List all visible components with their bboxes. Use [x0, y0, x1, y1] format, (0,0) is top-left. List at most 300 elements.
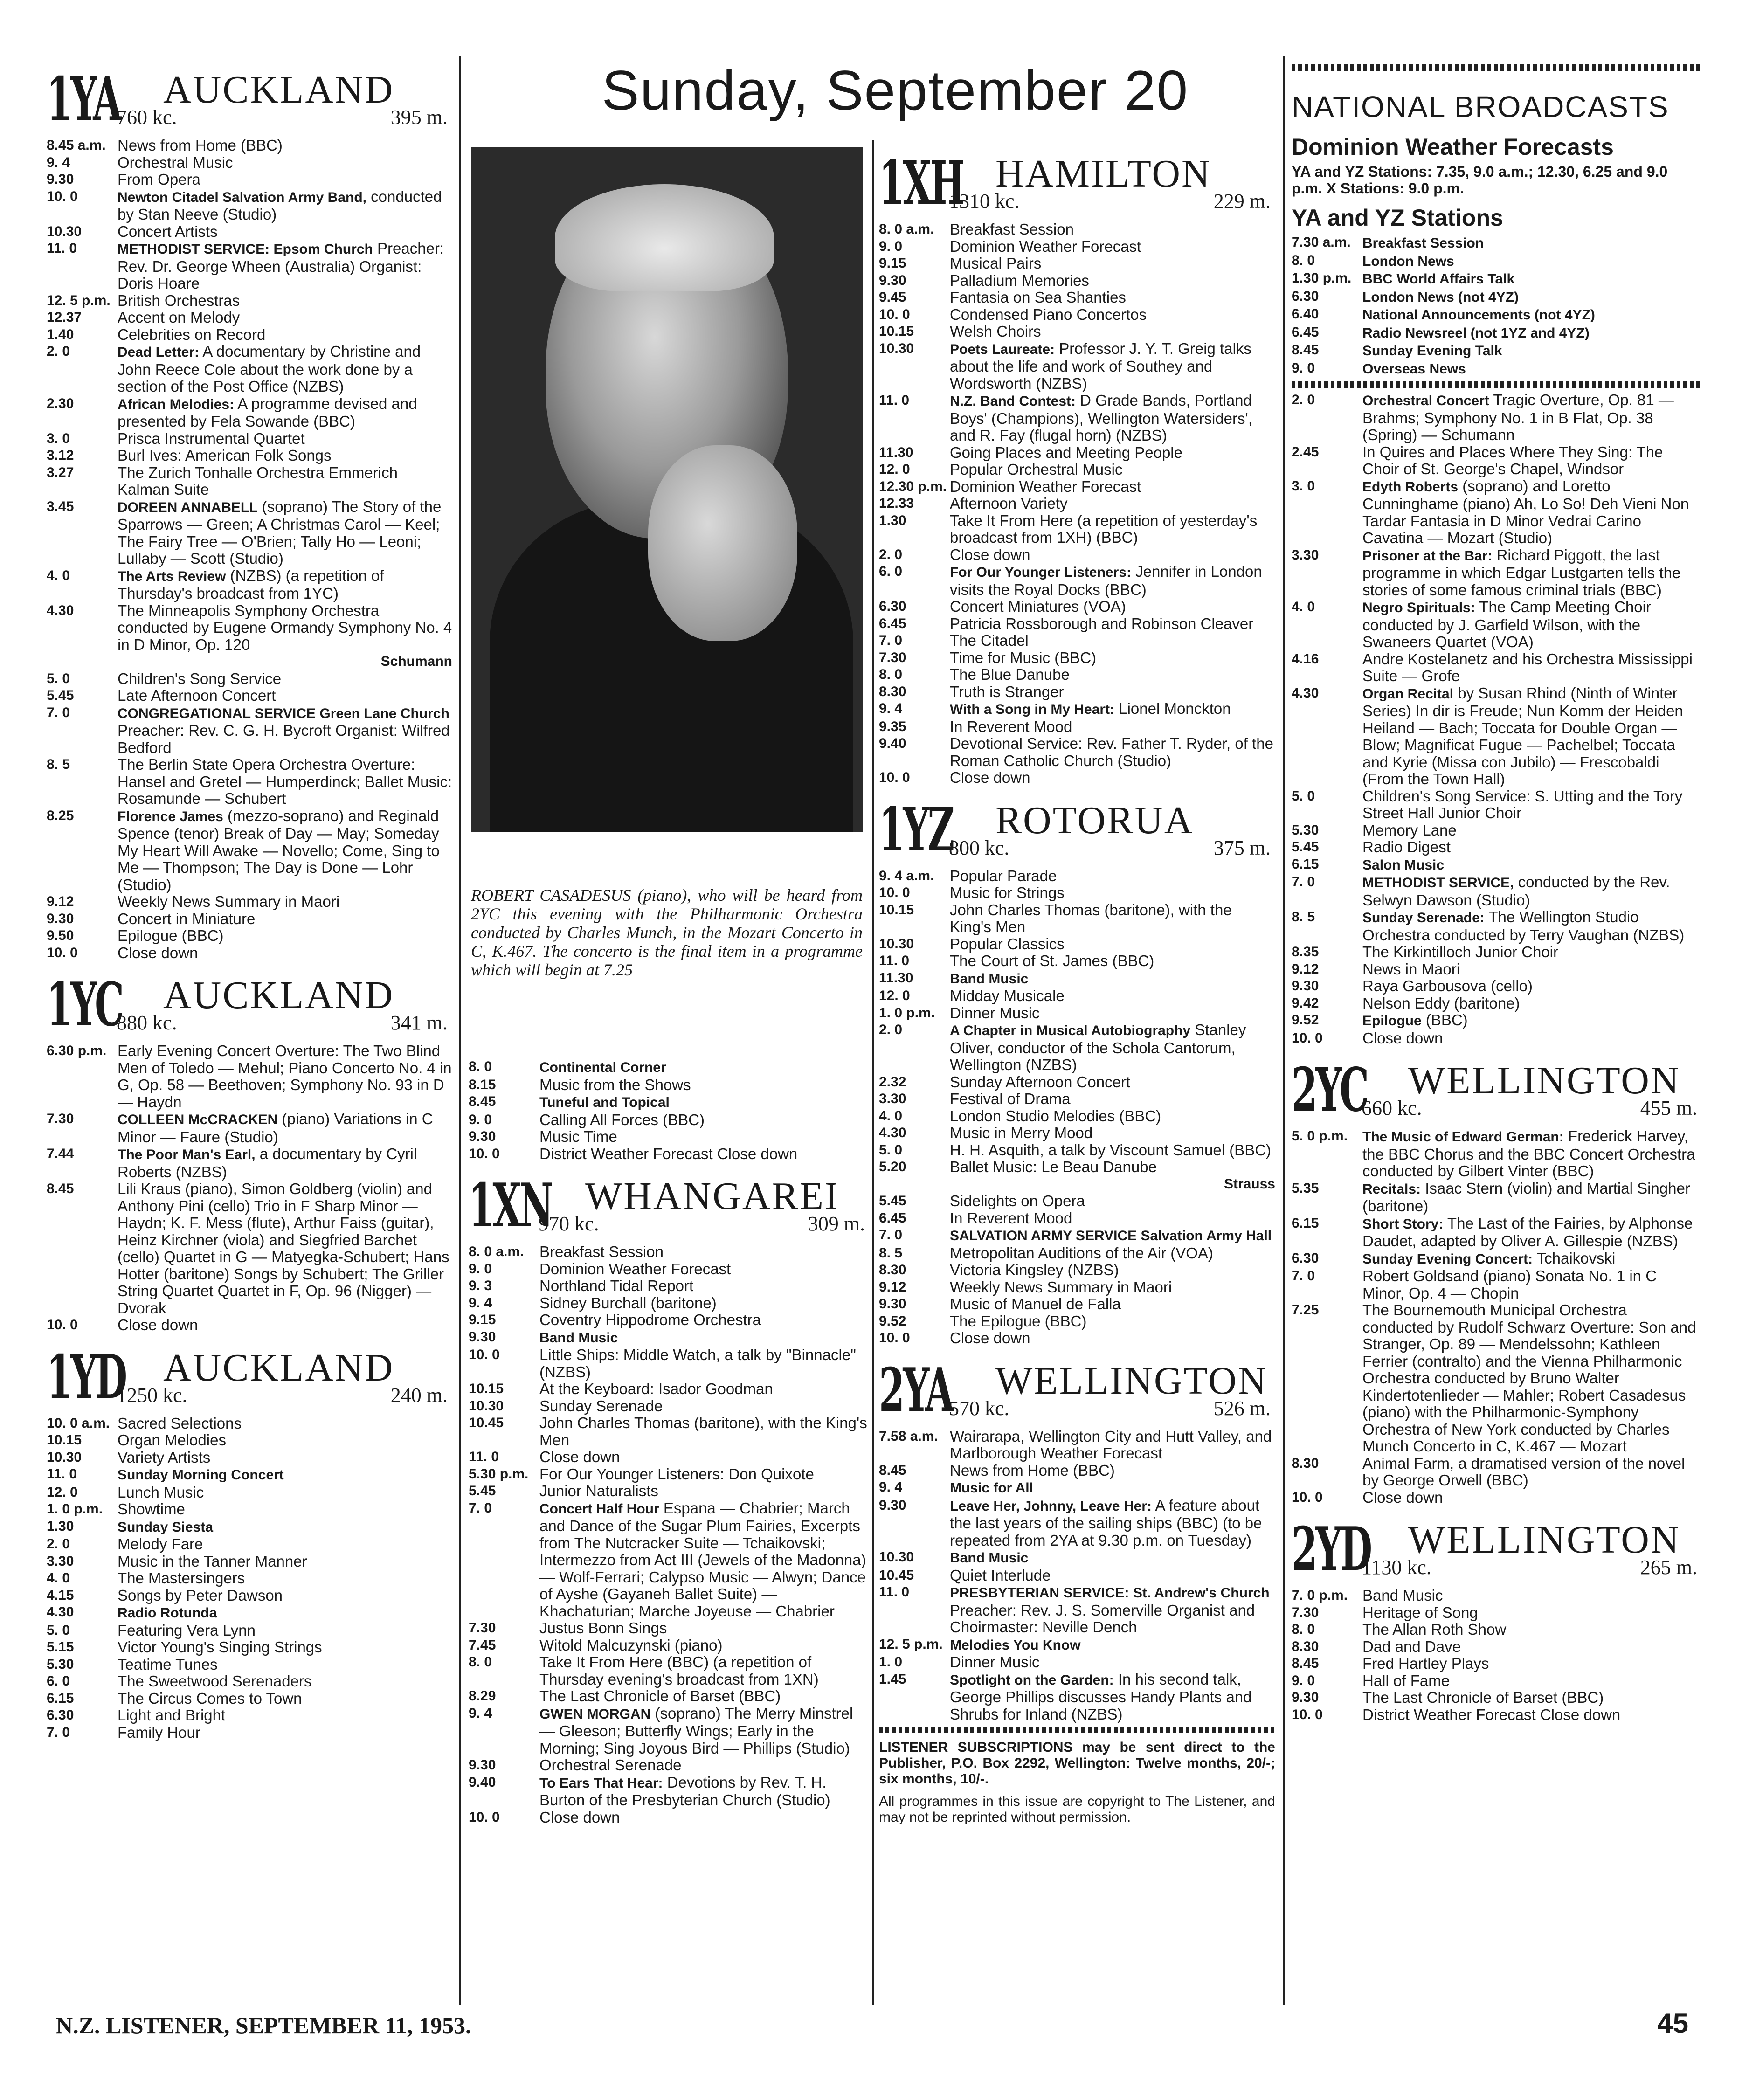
programme-time: 6. 0: [47, 1673, 70, 1689]
weather-forecasts-text: YA and YZ Stations: 7.35, 9.0 a.m.; 12.30, 6.25 and 9.0 p.m. X Stations: 9.0 p.m.: [1292, 163, 1668, 197]
programme-time: 5. 0: [1292, 788, 1315, 804]
programme-description: Weekly News Summary in Maori: [118, 893, 340, 910]
programme-time: 9. 4 a.m.: [879, 868, 934, 884]
programme-time: 6. 0: [879, 564, 903, 579]
programme-description: From Opera: [118, 171, 200, 188]
programme-title: DOREEN ANNABELL: [118, 499, 258, 515]
programme-description: Breakfast Session: [539, 1243, 664, 1260]
programme-description: In Reverent Mood: [950, 1209, 1072, 1227]
programme-entry: [879, 289, 1275, 306]
programme-description: (soprano) The Merry Minstrel — Gleeson; Butterfly Wings; Early in the Morning; Sing Joyous Bird — Phillips (Studio): [539, 1704, 853, 1757]
programme-time: 4. 0: [47, 567, 70, 583]
programme-description: A documentary by Christine and John Reece Cole about the work done by a section of the Post Office (NZBS): [118, 343, 421, 395]
programme-description: (piano) Variations in C Minor — Faure (Studio): [118, 1110, 433, 1146]
programme-description: Robert Goldsand (piano) Sonata No. 1 in C Minor, Op. 4 — Chopin: [1362, 1267, 1657, 1302]
programme-description: Light and Bright: [118, 1706, 226, 1724]
programme-time: 3.30: [47, 1553, 74, 1569]
programme-description: Musical Pairs: [950, 255, 1042, 272]
programme-time: 7.44: [47, 1146, 74, 1161]
station-wavelength: 309 m.: [808, 1212, 865, 1235]
divider: [879, 1727, 1275, 1733]
programme-entry: [47, 602, 452, 670]
station-wavelength: 240 m.: [390, 1383, 448, 1407]
programme-entry: [47, 171, 452, 188]
column-3: [879, 140, 1275, 1825]
programme-entry: [879, 1279, 1275, 1296]
programme-time: 10.45: [469, 1415, 504, 1430]
programme-entry: [1292, 1706, 1702, 1724]
programme-description: Popular Classics: [950, 935, 1065, 953]
station-city: HAMILTON: [995, 152, 1211, 195]
programme-entry: [47, 1449, 452, 1466]
programme-entry: [1292, 1655, 1702, 1672]
programme-entry: [879, 1654, 1275, 1671]
programme-time: 8. 5: [1292, 909, 1315, 925]
programme-entry: [47, 1317, 452, 1334]
programme-entry: [469, 1449, 870, 1466]
programme-time: 2. 0: [879, 1022, 903, 1037]
programme-time: 8.30: [1292, 1455, 1319, 1471]
programme-entry: [469, 1146, 870, 1163]
programme-time: 6.30: [1292, 288, 1319, 304]
programme-time: 5.15: [47, 1639, 74, 1655]
programme-title: Poets Laureate:: [950, 341, 1055, 357]
programme-entry: [47, 1570, 452, 1587]
programme-entry: [469, 1620, 870, 1637]
programme-description: (BBC): [1425, 1011, 1468, 1029]
programme-entry: [47, 395, 452, 430]
programme-time: 9.30: [879, 1497, 906, 1513]
programme-title: Melodies You Know: [950, 1637, 1081, 1653]
programme-entry: [47, 1604, 452, 1622]
programme-time: 7. 0: [879, 1227, 903, 1243]
programme-entry: [1292, 788, 1702, 822]
programme-time: 12.33: [879, 496, 914, 511]
programme-description: Close down: [539, 1448, 620, 1465]
programme-time: 6.30: [879, 599, 906, 614]
programme-time: 9.50: [47, 928, 74, 943]
station-wavelength: 229 m.: [1213, 190, 1271, 213]
station-call-sign: 1YC: [47, 970, 123, 1040]
programme-description: Early Evening Concert Overture: The Two Blind Men of Toledo — Mehul; Piano Concerto No. 4 in G, Op. 58 — Beethoven; Symphony No. 93 in D — Haydn: [118, 1042, 452, 1111]
programme-time: 10. 0: [879, 885, 910, 900]
programme-description: Close down: [1362, 1488, 1443, 1506]
programme-entry: [469, 1637, 870, 1654]
programme-entry: [47, 927, 452, 945]
programme-description: a documentary by Cyril Roberts (NZBS): [118, 1145, 417, 1181]
programme-description: Celebrities on Record: [118, 325, 266, 343]
station-header: [879, 1355, 1275, 1425]
programme-title: COLLEEN McCRACKEN: [118, 1112, 278, 1127]
programme-time: 3. 0: [1292, 478, 1315, 494]
ya-yz-title: YA and YZ Stations: [1292, 205, 1503, 231]
station-call-sign: 1XN: [469, 1171, 552, 1241]
programme-description: Close down: [1362, 1029, 1443, 1047]
programme-description: Breakfast Session: [950, 221, 1074, 238]
programme-entry: [879, 306, 1275, 324]
programme-entry: [47, 1622, 452, 1639]
station-wavelength: 375 m.: [1213, 836, 1271, 859]
programme-time: 1.45: [879, 1671, 906, 1687]
station-header: [469, 1171, 870, 1241]
programme-time: 4.15: [47, 1587, 74, 1603]
programme-time: 11.30: [879, 444, 913, 460]
station-s2yc: [1292, 392, 1702, 1047]
programme-description: Isaac Stern (violin) and Martial Singher (baritone): [1362, 1179, 1690, 1215]
programme-time: 1.30: [47, 1518, 74, 1534]
programme-description: Orchestral Serenade: [539, 1756, 682, 1774]
programme-description: Justus Bonn Sings: [539, 1619, 667, 1637]
programme-entry: [879, 632, 1275, 649]
programme-entry: [879, 598, 1275, 615]
programme-entry: [1292, 1489, 1702, 1506]
programme-time: 2.45: [1292, 444, 1319, 460]
programme-entry: [1292, 342, 1702, 360]
programme-time: 10.30: [879, 936, 914, 952]
programme-description: At the Keyboard: Isador Goodman: [539, 1380, 773, 1397]
programme-entry: [469, 1347, 870, 1381]
programme-time: 12. 0: [879, 988, 910, 1003]
programme-title: Band Music: [950, 971, 1029, 987]
programme-description: Dinner Music: [950, 1653, 1040, 1671]
programme-entry: [47, 1181, 452, 1317]
programme-description: The Bournemouth Municipal Orchestra conducted by Rudolf Schwarz Overture: Son and Stranger, Op. 89 — Mendelssohn; Kathleen Ferrier (contralto) and the Vienna Philharmonic Orchestra conducted by Bruno Walter Kindertotenlieder — Mahler; Robert Casadesus (piano) with the Philharmonic-Symphony Orchestra of New York conducted by Charles Munch Concerto in C, K.467 — Mozart: [1362, 1301, 1696, 1455]
programme-description: Preacher: Rev. Dr. George Wheen (Australia) Organist: Doris Hoare: [118, 240, 444, 292]
programme-entry: [879, 988, 1275, 1005]
programme-entry: [879, 970, 1275, 988]
programme-description: Late Afternoon Concert: [118, 687, 276, 704]
programme-time: 9.12: [1292, 961, 1319, 977]
programme-time: 10.30: [47, 1449, 82, 1465]
programme-title: METHODIST SERVICE,: [1362, 875, 1514, 891]
programme-time: 8.30: [879, 1262, 906, 1278]
programme-time: 7. 0: [879, 633, 903, 648]
programme-time: 9.30: [1292, 1690, 1319, 1705]
programme-entry: [879, 1159, 1275, 1193]
programme-time: 6.15: [1292, 1215, 1319, 1231]
programme-title: Edyth Roberts: [1362, 479, 1459, 495]
programme-entry: [879, 666, 1275, 684]
programme-description: Little Ships: Middle Watch, a talk by "Binnacle" (NZBS): [539, 1346, 856, 1381]
station-wavelength: 341 m.: [390, 1011, 448, 1034]
programme-description: Music from the Shows: [539, 1076, 691, 1093]
programme-time: 7. 0: [469, 1500, 492, 1516]
programme-time: 9.30: [469, 1757, 496, 1773]
programme-time: 8.45: [1292, 342, 1319, 358]
programme-title: Sunday Siesta: [118, 1519, 214, 1535]
programme-entry: [1292, 1128, 1702, 1180]
programme-description: Victoria Kingsley (NZBS): [950, 1261, 1119, 1278]
programme-entry: [1292, 306, 1702, 324]
programme-description: Concert Artists: [118, 222, 218, 240]
station-city: WHANGAREI: [585, 1174, 839, 1218]
programme-description: Time for Music (BBC): [950, 649, 1097, 666]
programme-description: Sacred Selections: [118, 1414, 242, 1432]
programme-description: The Kirkintilloch Junior Choir: [1362, 943, 1558, 960]
programme-composer: Schumann: [380, 654, 452, 669]
programme-time: 1. 0 p.m.: [879, 1005, 935, 1021]
programme-time: 10. 0: [879, 770, 910, 785]
programme-description: Concert Miniatures (VOA): [950, 598, 1126, 615]
programme-entry: [1292, 1302, 1702, 1455]
programme-entry: [879, 1313, 1275, 1330]
programme-title: Continental Corner: [539, 1060, 666, 1075]
programme-description: Metropolitan Auditions of the Air (VOA): [950, 1244, 1213, 1262]
programme-description: Quiet Interlude: [950, 1566, 1051, 1584]
programme-description: Music Time: [539, 1128, 617, 1145]
programme-time: 8. 5: [47, 757, 70, 772]
programme-time: 10. 0: [879, 306, 910, 322]
programme-time: 7.30: [1292, 1604, 1319, 1620]
programme-entry: [47, 1587, 452, 1604]
programme-title: London News (not 4YZ): [1362, 289, 1519, 305]
programme-entry: [879, 649, 1275, 667]
programme-description: Popular Orchestral Music: [950, 461, 1123, 478]
programme-time: 4.30: [879, 1125, 906, 1140]
programme-description: Radio Digest: [1362, 838, 1451, 856]
programme-entry: [879, 1497, 1275, 1549]
programme-entry: [879, 1462, 1275, 1479]
programme-time: 3.30: [879, 1091, 906, 1106]
programme-description: Lunch Music: [118, 1483, 204, 1501]
programme-entry: [47, 188, 452, 223]
programme-time: 10.45: [879, 1567, 914, 1583]
programme-entry: [47, 292, 452, 310]
programme-description: Family Hour: [118, 1723, 200, 1741]
station-wavelength: 265 m.: [1640, 1556, 1697, 1579]
programme-description: The Epilogue (BBC): [950, 1312, 1087, 1330]
programme-entry: [1292, 1250, 1702, 1268]
programme-description: The Court of St. James (BBC): [950, 952, 1154, 969]
programme-entry: [1292, 856, 1702, 874]
programme-entry: [469, 1483, 870, 1500]
station-header: [1292, 1055, 1702, 1125]
programme-description: Welsh Choirs: [950, 323, 1041, 340]
programme-entry: [47, 1484, 452, 1501]
programme-time: 6.45: [879, 615, 906, 631]
programme-entry: [1292, 839, 1702, 856]
programme-entry: [47, 154, 452, 172]
programme-entry: [879, 902, 1275, 936]
programme-description: The Last of the Fairies, by Alphonse Daudet, adapted by Oliver A. Gillespie (NZBS): [1362, 1214, 1693, 1250]
programme-entry: [1292, 234, 1702, 252]
programme-description: Ballet Music: Le Beau Danube: [950, 1158, 1157, 1175]
programme-entry: [47, 343, 452, 395]
programme-description: Devotions by Rev. T. H. Burton of the Presbyterian Church (Studio): [539, 1773, 830, 1809]
programme-description: Devotional Service: Rev. Father T. Ryder, of the Roman Catholic Church (Studio): [950, 735, 1273, 769]
programme-entry: [879, 392, 1275, 444]
programme-title: For Our Younger Listeners:: [950, 565, 1131, 580]
programme-entry: [1292, 1215, 1702, 1250]
programme-entry: [1292, 1268, 1702, 1302]
programme-time: 3.30: [1292, 547, 1319, 563]
station-call-sign: 1YD: [47, 1342, 126, 1412]
programme-entry: [47, 326, 452, 344]
programme-time: 8.15: [469, 1077, 496, 1092]
programme-time: 8. 0: [1292, 252, 1315, 268]
programme-description: Nelson Eddy (baritone): [1362, 994, 1520, 1012]
programme-description: Dominion Weather Forecast: [950, 477, 1141, 495]
programme-entry: [879, 340, 1275, 393]
programme-title: National Announcements (not 4YZ): [1362, 307, 1595, 323]
programme-entry: [879, 1210, 1275, 1227]
programme-description: Dominion Weather Forecast: [950, 237, 1141, 255]
programme-time: 9. 0: [469, 1112, 492, 1127]
subscription-note: LISTENER SUBSCRIPTIONS may be sent direct to the Publisher, P.O. Box 2292, Wellington: Twelve months, 20/-; six months, 10/-.: [879, 1740, 1275, 1787]
programme-title: Dead Letter:: [118, 345, 200, 360]
programme-time: 9. 3: [469, 1278, 492, 1293]
programme-time: 10.30: [469, 1398, 504, 1414]
programme-time: 8.45 a.m.: [47, 138, 106, 153]
programme-entry: [1292, 1621, 1702, 1638]
programme-entry: [47, 1466, 452, 1484]
programme-description: Festival of Drama: [950, 1090, 1071, 1107]
programme-entry: [47, 1146, 452, 1181]
station-frequency: 1250 kc.: [117, 1383, 187, 1407]
programme-description: H. H. Asquith, a talk by Viscount Samuel (BBC): [950, 1141, 1272, 1159]
programme-time: 1.30 p.m.: [1292, 270, 1352, 286]
programme-time: 10. 0: [1292, 1030, 1323, 1046]
programme-description: Andre Kostelanetz and his Orchestra Mississippi Suite — Grofe: [1362, 650, 1693, 684]
programme-time: 9. 0: [1292, 1672, 1315, 1688]
programme-time: 2. 0: [47, 1536, 70, 1552]
programme-title: The Music of Edward German:: [1362, 1129, 1564, 1145]
programme-time: 7. 0: [1292, 1268, 1315, 1284]
station-header: [47, 970, 452, 1040]
programme-entry: [879, 272, 1275, 290]
programme-time: 9.30: [879, 1296, 906, 1312]
programme-time: 9.52: [879, 1313, 906, 1329]
copyright-note: All programmes in this issue are copyright to The Listener, and may not be reprinted without permission.: [879, 1794, 1275, 1825]
programme-entry: [47, 687, 452, 705]
programme-time: 2. 0: [1292, 392, 1315, 408]
programme-description: Patricia Rossborough and Robinson Cleaver: [950, 615, 1254, 632]
programme-time: 8. 0: [469, 1059, 492, 1074]
programme-entry: [47, 567, 452, 602]
programme-time: 3.27: [47, 464, 74, 480]
programme-time: 8.45: [879, 1462, 906, 1478]
programme-time: 10. 0: [47, 1317, 78, 1333]
programme-time: 4. 0: [47, 1570, 70, 1586]
programme-entry: [47, 1707, 452, 1724]
station-s1xn: [469, 1171, 870, 1826]
programme-time: 6.15: [1292, 856, 1319, 872]
programme-title: METHODIST SERVICE: Epsom Church: [118, 242, 373, 257]
programme-entry: [47, 1432, 452, 1449]
programme-entry: [469, 1398, 870, 1415]
programme-entry: [47, 1043, 452, 1111]
programme-description: Close down: [118, 1316, 198, 1333]
programme-time: 10. 0: [469, 1809, 500, 1825]
programme-title: CONGREGATIONAL SERVICE Green Lane Church: [118, 705, 449, 721]
programme-description: The Sweetwood Serenaders: [118, 1672, 312, 1690]
national-broadcasts-title: NATIONAL BROADCASTS: [1292, 90, 1669, 124]
programme-time: 10. 0: [47, 945, 78, 960]
programme-description: The Wellington Studio Orchestra conducted by Terry Vaughan (NZBS): [1362, 908, 1685, 944]
programme-entry: [469, 1500, 870, 1620]
programme-description: Hall of Fame: [1362, 1672, 1450, 1689]
programme-time: 8.45: [469, 1094, 496, 1109]
programme-title: Sunday Morning Concert: [118, 1467, 284, 1483]
programme-entry: [469, 1466, 870, 1483]
programme-description: Prisca Instrumental Quartet: [118, 429, 305, 447]
programme-time: 5.35: [1292, 1180, 1319, 1196]
programme-entry: [469, 1261, 870, 1278]
programme-time: 9.35: [879, 718, 906, 734]
programme-description: British Orchestras: [118, 291, 240, 309]
programme-entry: [469, 1415, 870, 1449]
programme-time: 11. 0: [879, 1584, 910, 1600]
programme-description: Music in the Tanner Manner: [118, 1552, 307, 1570]
portrait-photo: [471, 147, 863, 832]
programme-time: 5. 0: [47, 1622, 70, 1638]
programme-description: Raya Garbousova (cello): [1362, 977, 1533, 995]
programme-entry: [879, 461, 1275, 478]
programme-time: 9.30: [47, 172, 74, 187]
programme-entry: [1292, 944, 1702, 961]
station-s1yd: [47, 1342, 452, 1741]
programme-description: Sunday Afternoon Concert: [950, 1073, 1131, 1091]
programme-entry: [469, 1705, 870, 1757]
station-s2yc_b: [1292, 1055, 1702, 1506]
programme-title: Concert Half Hour: [539, 1501, 659, 1517]
programme-description: Afternoon Variety: [950, 495, 1068, 512]
programme-entry: [879, 936, 1275, 953]
programme-description: Children's Song Service: S. Utting and the Tory Street Hall Junior Choir: [1362, 787, 1683, 822]
programme-time: 10.30: [47, 223, 82, 239]
station-frequency: 1310 kc.: [949, 190, 1020, 213]
programme-entry: [47, 945, 452, 962]
footer-publication: N.Z. LISTENER, SEPTEMBER 11, 1953.: [56, 2012, 471, 2038]
station-s2yc_cont: [469, 1058, 870, 1162]
station-call-sign: 1YZ: [879, 794, 953, 865]
programme-entry: [879, 546, 1275, 564]
programme-entry: [47, 1639, 452, 1656]
station-wavelength: 395 m.: [390, 106, 448, 129]
programme-description: District Weather Forecast Close down: [539, 1145, 798, 1162]
programme-description: For Our Younger Listeners: Don Quixote: [539, 1465, 814, 1483]
programme-title: Radio Newsreel (not 1YZ and 4YZ): [1362, 325, 1590, 341]
station-header: [47, 1342, 452, 1412]
station-frequency: 760 kc.: [117, 106, 177, 129]
programme-entry: [879, 1005, 1275, 1022]
photo-caption: ROBERT CASADESUS (piano), who will be heard from 2YC this evening with the Philharmonic Orchestra conducted by Charles Munch, in the Mozart Concerto in C, K.467. The concerto is the final item in a programme which will begin at 7.25: [471, 886, 863, 979]
programme-time: 8. 0: [879, 667, 903, 682]
programme-description: by Susan Rhind (Ninth of Winter Series) In dir is Freude; Nun Komm der Heiden Heiland — Bach; Toccata for Double Organ — Blow; Magnificat Fugue — Pachelbel; Toccata and Kyrie (Missa con Jubilo) — Frescobaldi (From the Town Hall): [1362, 684, 1683, 788]
column-2: [469, 1058, 870, 1826]
station-call-sign: 2YC: [1292, 1055, 1368, 1125]
station-s1yc: [47, 970, 452, 1334]
programme-title: Salon Music: [1362, 857, 1445, 873]
programme-time: 5.30: [1292, 822, 1319, 838]
programme-entry: [879, 700, 1275, 718]
station-call-sign: 2YD: [1292, 1514, 1371, 1584]
programme-entry: [1292, 874, 1702, 909]
programme-time: 7.30: [469, 1620, 496, 1636]
programme-entry: [879, 221, 1275, 238]
programme-entry: [47, 808, 452, 894]
programme-description: Orchestral Music: [118, 153, 233, 171]
programme-time: 2.30: [47, 395, 74, 411]
programme-time: 10.30: [879, 340, 914, 356]
programme-description: Songs by Peter Dawson: [118, 1586, 283, 1604]
programme-entry: [1292, 392, 1702, 444]
programme-description: Professor J. Y. T. Greig talks about the life and work of Southey and Wordsworth (NZBS): [950, 339, 1251, 392]
programme-composer: Strauss: [1224, 1176, 1275, 1192]
programme-time: 12. 5 p.m.: [47, 292, 111, 308]
column-divider: [1283, 56, 1285, 2005]
programme-description: The Citadel: [950, 632, 1029, 649]
